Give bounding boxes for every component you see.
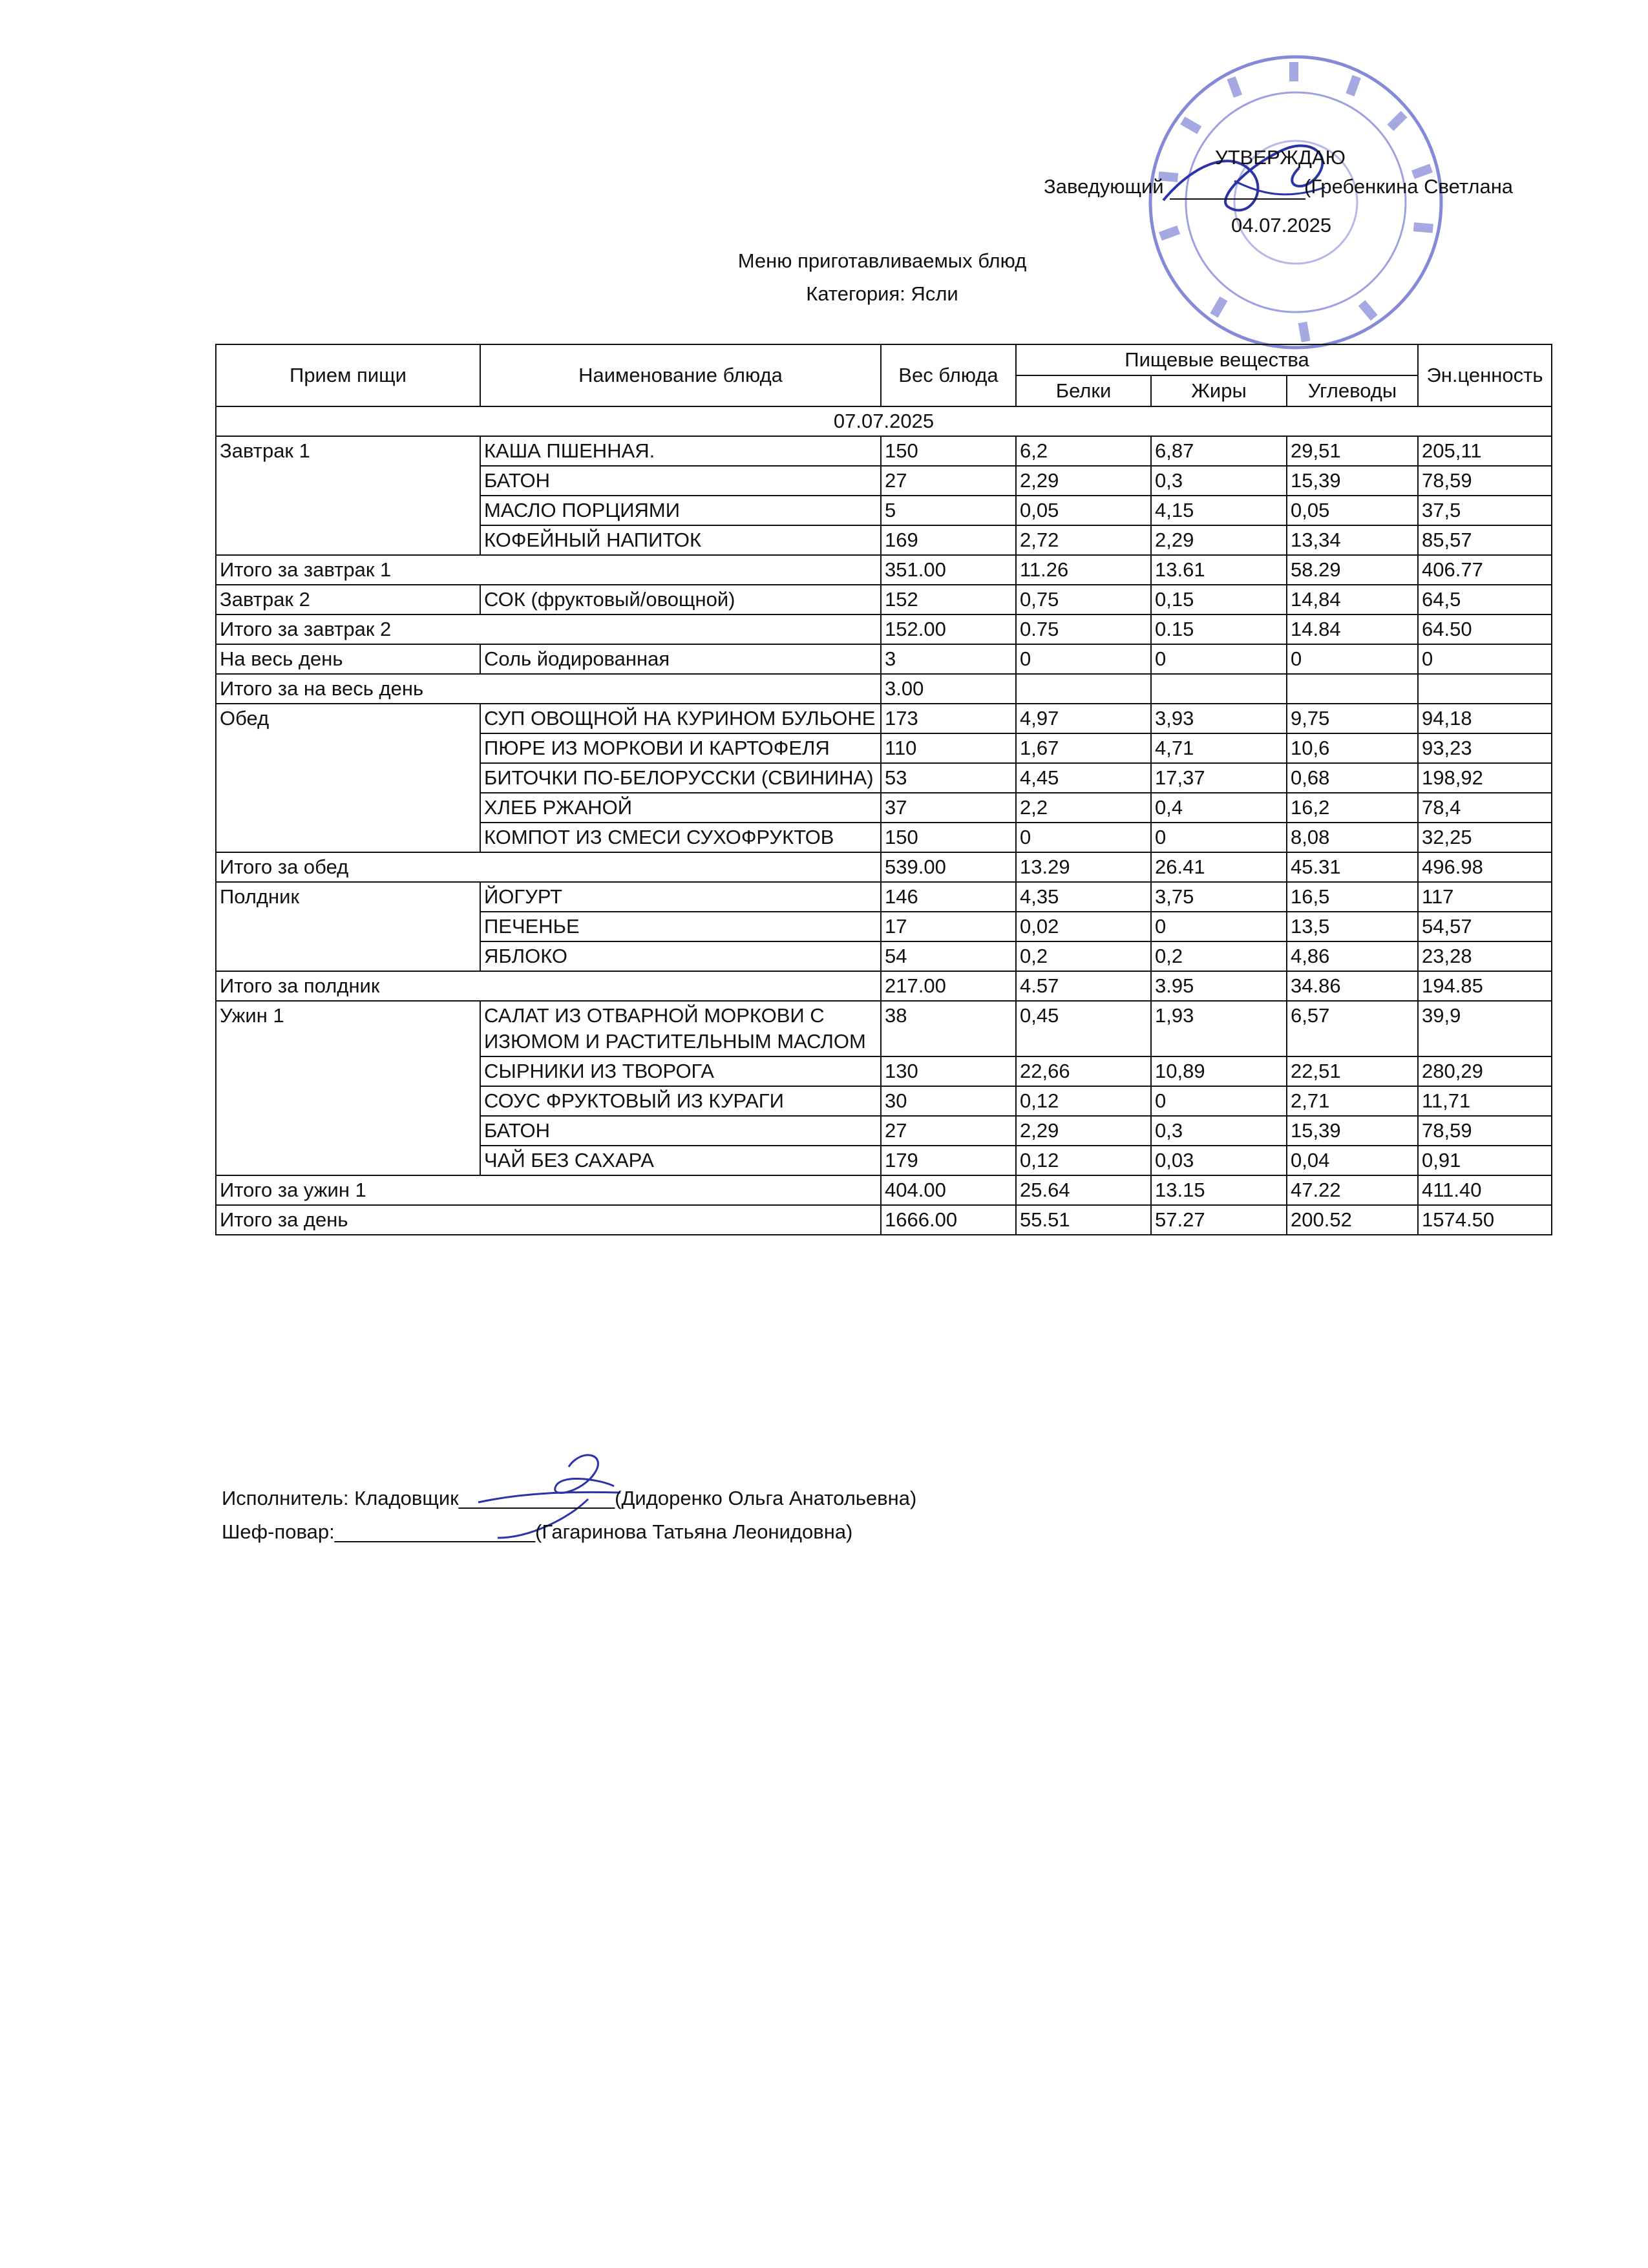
approve-label: УТВЕРЖДАЮ (1215, 146, 1346, 169)
total-label: Итого за завтрак 1 (216, 555, 881, 585)
energy-cell: 78,59 (1418, 1116, 1552, 1146)
carbs-cell: 13,5 (1287, 912, 1418, 941)
energy-cell: 496.98 (1418, 852, 1552, 882)
carbs-cell: 10,6 (1287, 733, 1418, 763)
carbs-cell: 0 (1287, 644, 1418, 674)
fat-cell: 0 (1151, 912, 1287, 941)
fat-cell: 0,2 (1151, 941, 1287, 971)
total-label: Итого за день (216, 1205, 881, 1235)
energy-cell: 411.40 (1418, 1175, 1552, 1205)
carbs-cell: 8,08 (1287, 823, 1418, 852)
weight-cell: 3.00 (881, 674, 1016, 704)
fat-cell: 0,03 (1151, 1146, 1287, 1175)
weight-cell: 179 (881, 1146, 1016, 1175)
carbs-cell: 0,04 (1287, 1146, 1418, 1175)
carbs-cell: 58.29 (1287, 555, 1418, 585)
fat-cell (1151, 674, 1287, 704)
weight-cell: 30 (881, 1086, 1016, 1116)
protein-cell: 0,2 (1016, 941, 1151, 971)
weight-cell: 37 (881, 793, 1016, 823)
carbs-cell: 16,5 (1287, 882, 1418, 912)
weight-cell: 351.00 (881, 555, 1016, 585)
energy-cell: 406.77 (1418, 555, 1552, 585)
protein-cell: 25.64 (1016, 1175, 1151, 1205)
fat-cell: 6,87 (1151, 436, 1287, 466)
menu-table (215, 344, 1552, 1235)
energy-cell: 93,23 (1418, 733, 1552, 763)
weight-cell: 150 (881, 436, 1016, 466)
menu-date: 07.07.2025 (216, 406, 1552, 436)
head-position: Заведующий (1044, 175, 1164, 198)
energy-cell: 23,28 (1418, 941, 1552, 971)
weight-cell: 152.00 (881, 614, 1016, 644)
dish-cell: МАСЛО ПОРЦИЯМИ (480, 496, 881, 525)
fat-cell: 0 (1151, 1086, 1287, 1116)
carbs-cell: 34.86 (1287, 971, 1418, 1001)
fat-cell: 3,93 (1151, 704, 1287, 733)
dish-cell: БИТОЧКИ ПО-БЕЛОРУССКИ (СВИНИНА) (480, 763, 881, 793)
dish-cell: ПЕЧЕНЬЕ (480, 912, 881, 941)
weight-cell: 27 (881, 1116, 1016, 1146)
total-row (216, 971, 1552, 1001)
dish-cell: ЙОГУРТ (480, 882, 881, 912)
protein-cell: 0,12 (1016, 1086, 1151, 1116)
protein-cell: 13.29 (1016, 852, 1151, 882)
protein-cell: 0,05 (1016, 496, 1151, 525)
protein-cell: 4.57 (1016, 971, 1151, 1001)
meal-cell: На весь день (216, 644, 480, 674)
header-energy: Эн.ценность (1418, 344, 1552, 406)
meal-cell: Полдник (216, 882, 480, 971)
header-protein: Белки (1016, 375, 1151, 406)
protein-cell: 0 (1016, 644, 1151, 674)
energy-cell: 32,25 (1418, 823, 1552, 852)
total-label: Итого за полдник (216, 971, 881, 1001)
dish-cell: КАША ПШЕННАЯ. (480, 436, 881, 466)
protein-cell: 4,45 (1016, 763, 1151, 793)
weight-cell: 130 (881, 1056, 1016, 1086)
fat-cell: 13.15 (1151, 1175, 1287, 1205)
approval-date: 04.07.2025 (1231, 214, 1332, 236)
carbs-cell: 22,51 (1287, 1056, 1418, 1086)
carbs-cell: 13,34 (1287, 525, 1418, 555)
protein-cell: 0,02 (1016, 912, 1151, 941)
dish-cell: Соль йодированная (480, 644, 881, 674)
dish-cell: БАТОН (480, 466, 881, 496)
protein-cell: 2,72 (1016, 525, 1151, 555)
carbs-cell: 0,05 (1287, 496, 1418, 525)
weight-cell: 27 (881, 466, 1016, 496)
energy-cell: 39,9 (1418, 1001, 1552, 1056)
protein-cell: 0 (1016, 823, 1151, 852)
carbs-cell: 15,39 (1287, 1116, 1418, 1146)
carbs-cell: 6,57 (1287, 1001, 1418, 1056)
fat-cell: 0,4 (1151, 793, 1287, 823)
weight-cell: 404.00 (881, 1175, 1016, 1205)
carbs-cell: 16,2 (1287, 793, 1418, 823)
energy-cell: 0 (1418, 644, 1552, 674)
fat-cell: 17,37 (1151, 763, 1287, 793)
carbs-cell: 200.52 (1287, 1205, 1418, 1235)
total-row (216, 555, 1552, 585)
energy-cell: 85,57 (1418, 525, 1552, 555)
dish-cell: ПЮРЕ ИЗ МОРКОВИ И КАРТОФЕЛЯ (480, 733, 881, 763)
weight-cell: 539.00 (881, 852, 1016, 882)
protein-cell: 11.26 (1016, 555, 1151, 585)
weight-cell: 5 (881, 496, 1016, 525)
weight-cell: 169 (881, 525, 1016, 555)
fat-cell: 0,3 (1151, 1116, 1287, 1146)
protein-cell: 0,75 (1016, 585, 1151, 614)
energy-cell: 1574.50 (1418, 1205, 1552, 1235)
total-row (216, 614, 1552, 644)
table-row (216, 704, 1552, 733)
carbs-cell: 29,51 (1287, 436, 1418, 466)
dish-cell: СУП ОВОЩНОЙ НА КУРИНОМ БУЛЬОНЕ (480, 704, 881, 733)
weight-cell: 54 (881, 941, 1016, 971)
signature-line (1170, 198, 1305, 200)
carbs-cell: 45.31 (1287, 852, 1418, 882)
carbs-cell (1287, 674, 1418, 704)
weight-cell: 17 (881, 912, 1016, 941)
fat-cell: 0,3 (1151, 466, 1287, 496)
protein-cell: 55.51 (1016, 1205, 1151, 1235)
table-row (216, 436, 1552, 466)
total-label: Итого за обед (216, 852, 881, 882)
weight-cell: 110 (881, 733, 1016, 763)
fat-cell: 3.95 (1151, 971, 1287, 1001)
energy-cell: 11,71 (1418, 1086, 1552, 1116)
head-name: (Гребенкина Светлана (1304, 175, 1514, 198)
fat-cell: 1,93 (1151, 1001, 1287, 1056)
header-fat: Жиры (1151, 375, 1287, 406)
total-row (216, 674, 1552, 704)
energy-cell: 117 (1418, 882, 1552, 912)
weight-cell: 150 (881, 823, 1016, 852)
fat-cell: 4,71 (1151, 733, 1287, 763)
protein-cell: 0,12 (1016, 1146, 1151, 1175)
dish-cell: ЯБЛОКО (480, 941, 881, 971)
energy-cell: 94,18 (1418, 704, 1552, 733)
dish-cell: БАТОН (480, 1116, 881, 1146)
carbs-cell: 9,75 (1287, 704, 1418, 733)
weight-cell: 3 (881, 644, 1016, 674)
fat-cell: 0.15 (1151, 614, 1287, 644)
protein-cell: 22,66 (1016, 1056, 1151, 1086)
carbs-cell: 14.84 (1287, 614, 1418, 644)
energy-cell: 280,29 (1418, 1056, 1552, 1086)
dish-cell: СОК (фруктовый/овощной) (480, 585, 881, 614)
carbs-cell: 15,39 (1287, 466, 1418, 496)
fat-cell: 0 (1151, 644, 1287, 674)
meal-cell: Обед (216, 704, 480, 852)
energy-cell: 37,5 (1418, 496, 1552, 525)
protein-cell: 6,2 (1016, 436, 1151, 466)
document-title: Меню приготавливаемых блюд (737, 249, 1027, 272)
dish-cell: СОУС ФРУКТОВЫЙ ИЗ КУРАГИ (480, 1086, 881, 1116)
header-dish: Наименование блюда (480, 344, 881, 406)
carbs-cell: 2,71 (1287, 1086, 1418, 1116)
total-row (216, 852, 1552, 882)
carbs-cell: 4,86 (1287, 941, 1418, 971)
total-label: Итого за на весь день (216, 674, 881, 704)
header-weight: Вес блюда (881, 344, 1016, 406)
weight-cell: 217.00 (881, 971, 1016, 1001)
meal-cell: Завтрак 2 (216, 585, 480, 614)
header-meal: Прием пищи (216, 344, 480, 406)
energy-cell: 54,57 (1418, 912, 1552, 941)
dish-cell: ЧАЙ БЕЗ САХАРА (480, 1146, 881, 1175)
table-row (216, 882, 1552, 912)
total-label: Итого за ужин 1 (216, 1175, 881, 1205)
fat-cell: 26.41 (1151, 852, 1287, 882)
protein-cell: 2,29 (1016, 1116, 1151, 1146)
energy-cell: 78,4 (1418, 793, 1552, 823)
fat-cell: 13.61 (1151, 555, 1287, 585)
dish-cell: САЛАТ ИЗ ОТВАРНОЙ МОРКОВИ С ИЗЮМОМ И РАСТИТЕЛЬНЫМ МАСЛОМ (480, 1001, 881, 1056)
meal-cell: Завтрак 1 (216, 436, 480, 555)
weight-cell: 146 (881, 882, 1016, 912)
dish-cell: СЫРНИКИ ИЗ ТВОРОГА (480, 1056, 881, 1086)
dish-cell: КОМПОТ ИЗ СМЕСИ СУХОФРУКТОВ (480, 823, 881, 852)
energy-cell: 64,5 (1418, 585, 1552, 614)
energy-cell: 0,91 (1418, 1146, 1552, 1175)
weight-cell: 53 (881, 763, 1016, 793)
dish-cell: ХЛЕБ РЖАНОЙ (480, 793, 881, 823)
total-row (216, 1205, 1552, 1235)
category-label: Категория: Ясли (806, 282, 958, 305)
energy-cell: 64.50 (1418, 614, 1552, 644)
fat-cell: 3,75 (1151, 882, 1287, 912)
header-carbs: Углеводы (1287, 375, 1418, 406)
table-row (216, 585, 1552, 614)
carbs-cell: 14,84 (1287, 585, 1418, 614)
protein-cell: 0.75 (1016, 614, 1151, 644)
table-row (216, 1001, 1552, 1056)
protein-cell: 2,2 (1016, 793, 1151, 823)
fat-cell: 2,29 (1151, 525, 1287, 555)
dish-cell: КОФЕЙНЫЙ НАПИТОК (480, 525, 881, 555)
energy-cell: 205,11 (1418, 436, 1552, 466)
protein-cell: 4,97 (1016, 704, 1151, 733)
weight-cell: 1666.00 (881, 1205, 1016, 1235)
energy-cell: 194.85 (1418, 971, 1552, 1001)
table-row (216, 644, 1552, 674)
carbs-cell: 47.22 (1287, 1175, 1418, 1205)
fat-cell: 0 (1151, 823, 1287, 852)
protein-cell: 1,67 (1016, 733, 1151, 763)
meal-cell: Ужин 1 (216, 1001, 480, 1175)
fat-cell: 4,15 (1151, 496, 1287, 525)
fat-cell: 10,89 (1151, 1056, 1287, 1086)
protein-cell: 4,35 (1016, 882, 1151, 912)
weight-cell: 173 (881, 704, 1016, 733)
energy-cell (1418, 674, 1552, 704)
protein-cell: 2,29 (1016, 466, 1151, 496)
energy-cell: 78,59 (1418, 466, 1552, 496)
header-nutrients: Пищевые вещества (1016, 344, 1418, 375)
executor-line: Исполнитель: Кладовщик______________(Дидоренко Ольга Анатольевна) (222, 1487, 917, 1509)
total-row (216, 1175, 1552, 1205)
carbs-cell: 0,68 (1287, 763, 1418, 793)
protein-cell: 0,45 (1016, 1001, 1151, 1056)
weight-cell: 38 (881, 1001, 1016, 1056)
energy-cell: 198,92 (1418, 763, 1552, 793)
total-label: Итого за завтрак 2 (216, 614, 881, 644)
protein-cell (1016, 674, 1151, 704)
chef-line: Шеф-повар:__________________(Гагаринова Татьяна Леонидовна) (222, 1520, 853, 1543)
fat-cell: 0,15 (1151, 585, 1287, 614)
weight-cell: 152 (881, 585, 1016, 614)
fat-cell: 57.27 (1151, 1205, 1287, 1235)
